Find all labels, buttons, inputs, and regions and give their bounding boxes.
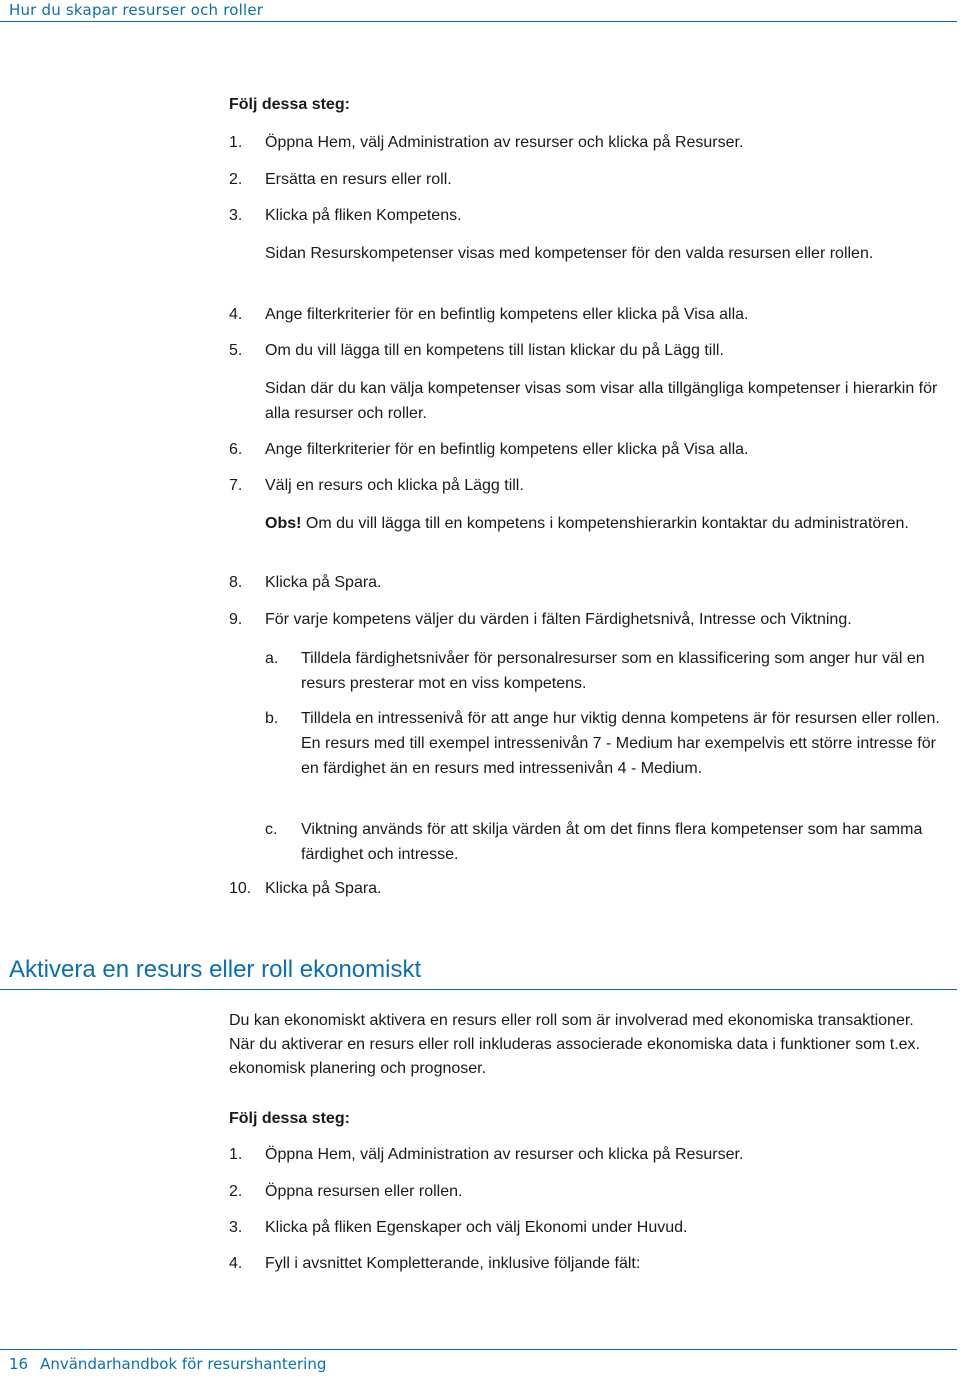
step-text: Fyll i avsnittet Kompletterande, inklusive följande fält: [265,1255,641,1272]
section-rule [0,989,957,990]
step-number: 1. [229,134,243,151]
step-text: Om du vill lägga till en kompetens till listan klickar du på Lägg till. [265,342,724,359]
step-text: Öppna Hem, välj Administration av resurser och klicka på Resurser. [265,134,744,151]
step-text: Ange filterkriterier för en befintlig kompetens eller klicka på Visa alla. [265,441,749,458]
section-intro: Du kan ekonomiskt aktivera en resurs eller roll som är involverad med ekonomiska transaktioner. När du aktiverar en resurs eller roll inkluderas associerade ekonomiska data i funktioner som t.ex. ekonomisk planering och prognoser. [229,1012,920,1077]
step-number: 10. [229,880,252,897]
step-text: Klicka på fliken Egenskaper och välj Ekonomi under Huvud. [265,1219,688,1236]
steps-label: Följ dessa steg: [229,1110,350,1127]
substep-text: Tilldela en intressenivå för att ange hur viktig denna kompetens är för resursen eller rollen. En resurs med till exempel intressenivån 7 - Medium har exempelvis ett större intresse för en färdighet än en resurs med intressenivån 4 - Medium. [301,710,940,777]
step-text: Ange filterkriterier för en befintlig kompetens eller klicka på Visa alla. [265,306,749,323]
step-text: Klicka på Spara. [265,880,382,897]
step-note: Sidan där du kan välja kompetenser visas som visar alla tillgängliga kompetenser i hierarkin för alla resurser och roller. [265,380,938,422]
step-number: 2. [229,171,243,188]
step-number: 5. [229,342,243,359]
obs-label: Obs! [265,515,302,532]
step-number: 3. [229,1219,243,1236]
step-number: 3. [229,207,243,224]
step-number: 4. [229,306,243,323]
page-number: 16 [9,1355,29,1373]
step-number: 9. [229,611,243,628]
running-header: Hur du skapar resurser och roller [9,1,264,19]
step-number: 6. [229,441,243,458]
step-text: Klicka på fliken Kompetens. [265,207,462,224]
step-text: Klicka på Spara. [265,574,382,591]
obs-text: Om du vill lägga till en kompetens i kompetenshierarkin kontaktar du administratören. [301,515,909,532]
page-footer [9,1354,326,1374]
substep-text: Tilldela färdighetsnivåer för personalresurser som en klassificering som anger hur väl en resurs presterar mot en viss kompetens. [301,650,925,692]
substep-letter: b. [265,710,279,727]
step-number: 7. [229,477,243,494]
step-number: 4. [229,1255,243,1272]
step-number: 8. [229,574,243,591]
substep-text: Viktning används för att skilja värden åt om det finns flera kompetenser som har samma färdighet och intresse. [301,821,923,863]
step-text: För varje kompetens väljer du värden i fälten Färdighetsnivå, Intresse och Viktning. [265,611,852,628]
step-text: Öppna resursen eller rollen. [265,1183,463,1200]
footer-rule [0,1349,957,1350]
step-text: Ersätta en resurs eller roll. [265,171,452,188]
step-text: Öppna Hem, välj Administration av resurser och klicka på Resurser. [265,1146,744,1163]
steps-label: Följ dessa steg: [229,96,350,113]
footer-title: Användarhandbok för resurshantering [40,1355,327,1373]
step-number: 1. [229,1146,243,1163]
obs-note [265,511,945,536]
step-text: Välj en resurs och klicka på Lägg till. [265,477,524,494]
section-title: Aktivera en resurs eller roll ekonomiskt [9,956,422,983]
step-note: Sidan Resurskompetenser visas med kompetenser för den valda resursen eller rollen. [265,245,874,262]
substep-letter: c. [265,821,278,838]
header-rule [0,21,957,22]
substep-letter: a. [265,650,279,667]
step-number: 2. [229,1183,243,1200]
